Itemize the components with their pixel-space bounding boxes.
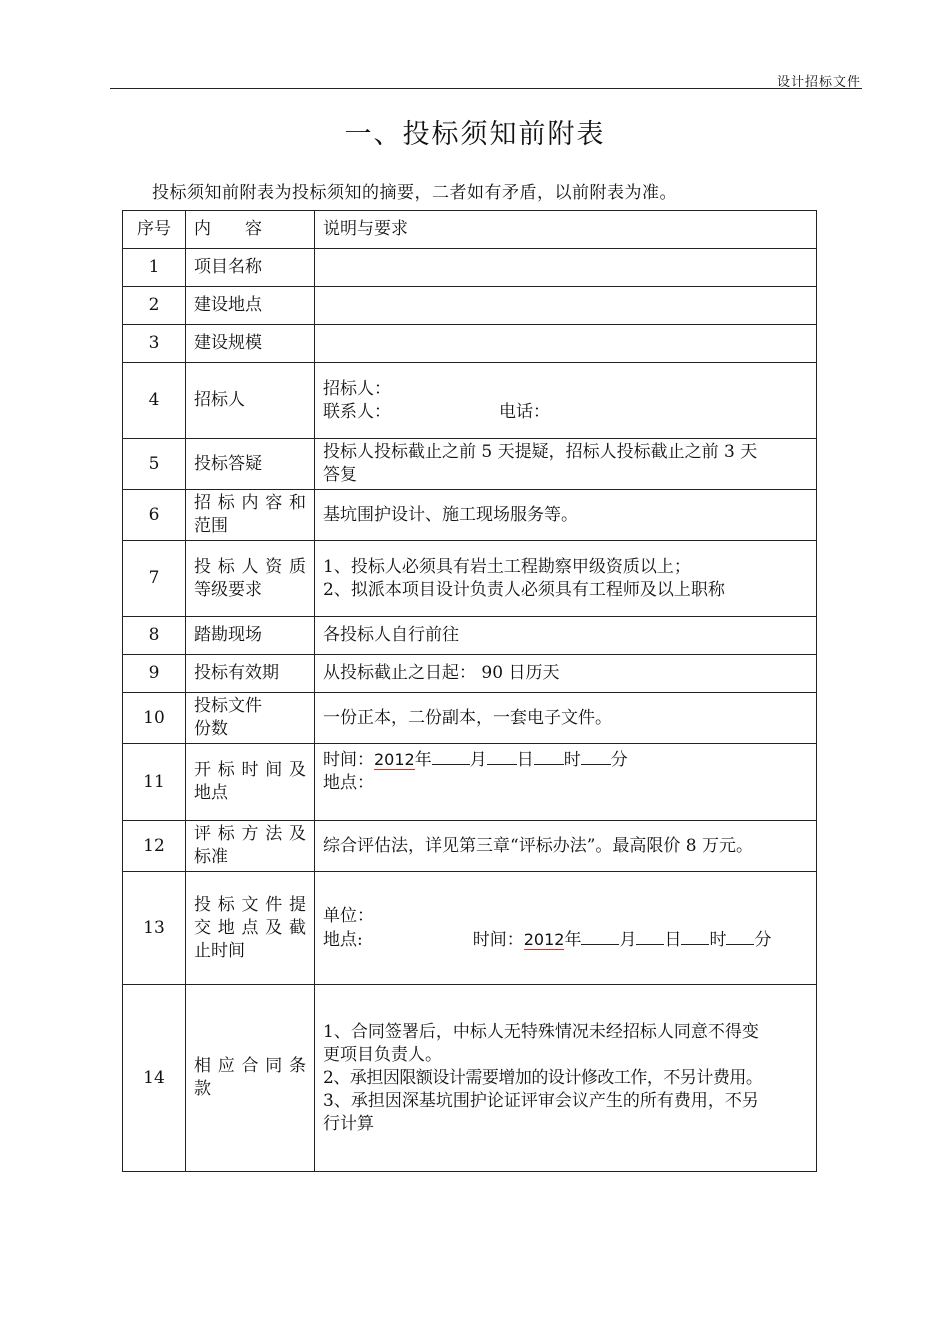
row-content: 投标有效期 [186, 655, 315, 693]
content-line: 款 [194, 1079, 211, 1099]
minute-blank [726, 928, 754, 945]
table-row [123, 617, 817, 655]
intro-paragraph: 投标须知前附表为投标须知的摘要，二者如有矛盾，以前附表为准。 [152, 183, 677, 203]
row-desc [315, 541, 817, 617]
row-desc: 一份正本，二份副本，一套电子文件。 [315, 693, 817, 744]
page-title: 一、投标须知前附表 [344, 119, 606, 150]
open-time-line: 时间：2012年 月 日 时 分 [323, 750, 628, 770]
row-content: 建设规模 [186, 325, 315, 363]
row-no: 4 [123, 363, 186, 439]
content-line: 范围 [194, 516, 228, 536]
content-line: 评标方法及 [194, 824, 306, 844]
row-content: 招标人 [186, 363, 315, 439]
row-content [186, 821, 315, 872]
table-row [123, 490, 817, 541]
hour-blank [534, 748, 564, 765]
contact-line [323, 401, 808, 424]
day-blank [636, 928, 664, 945]
desc-line: 1、投标人必须具有岩土工程勘察甲级资质以上； [323, 556, 691, 577]
row-desc [315, 744, 817, 821]
month-blank [432, 748, 470, 765]
table-row [123, 249, 817, 287]
row-content [186, 985, 315, 1172]
content-line: 份数 [194, 719, 228, 739]
row-no: 3 [123, 325, 186, 363]
table-header-row [123, 211, 817, 249]
day-blank [487, 748, 517, 765]
row-desc [315, 872, 817, 985]
content-line: 交地点及截 [194, 917, 306, 938]
row-content: 踏勘现场 [186, 617, 315, 655]
table-row [123, 693, 817, 744]
content-line: 相应合同条 [194, 1056, 306, 1076]
unit-line: 单位： [323, 905, 374, 926]
table-row [123, 363, 817, 439]
row-content [186, 872, 315, 985]
row-content: 项目名称 [186, 249, 315, 287]
content-line: 止时间 [194, 940, 245, 961]
row-desc [315, 985, 817, 1172]
row-no: 14 [123, 985, 186, 1172]
table-row [123, 744, 817, 821]
clause-line: 1、合同签署后，中标人无特殊情况未经招标人同意不得变 [323, 1021, 759, 1042]
table-row [123, 287, 817, 325]
row-no: 8 [123, 617, 186, 655]
row-content [186, 693, 315, 744]
row-desc: 基坑围护设计、施工现场服务等。 [315, 490, 817, 541]
content-line: 投标文件提 [194, 894, 306, 915]
header-no: 序号 [123, 211, 186, 249]
row-no: 5 [123, 439, 186, 490]
row-no: 11 [123, 744, 186, 821]
row-content [186, 490, 315, 541]
table-row [123, 325, 817, 363]
row-no: 9 [123, 655, 186, 693]
row-content: 建设地点 [186, 287, 315, 325]
row-desc [315, 287, 817, 325]
content-line: 等级要求 [194, 579, 262, 600]
row-no: 1 [123, 249, 186, 287]
document-header-label: 设计招标文件 [776, 75, 861, 90]
header-desc: 说明与要求 [315, 211, 817, 249]
header-divider [110, 88, 862, 89]
row-no: 13 [123, 872, 186, 985]
desc-line: 投标人投标截止之前 5 天提疑，招标人投标截止之前 3 天 [323, 442, 758, 462]
content-line: 开标时间及 [194, 760, 306, 780]
content-line: 招标内容和 [194, 493, 306, 513]
year-value: 2012 [374, 750, 415, 769]
clause-line: 3、承担因深基坑围护论证评审会议产生的所有费用，不另 [323, 1090, 759, 1111]
row-no: 2 [123, 287, 186, 325]
row-desc [315, 363, 817, 439]
row-no: 6 [123, 490, 186, 541]
minute-blank [581, 748, 611, 765]
row-content [186, 744, 315, 821]
table-row [123, 872, 817, 985]
desc-line: 2、拟派本项目设计负责人必须具有工程师及以上职称 [323, 579, 725, 600]
month-blank [581, 928, 619, 945]
table-row [123, 655, 817, 693]
row-desc [315, 325, 817, 363]
hour-blank [681, 928, 709, 945]
row-no: 10 [123, 693, 186, 744]
clause-line: 2、承担因限额设计需要增加的设计修改工作，不另计费用。 [323, 1067, 763, 1088]
row-no: 12 [123, 821, 186, 872]
content-line: 地点 [194, 783, 228, 803]
tenderer-line: 招标人： [323, 378, 391, 399]
row-content: 投标答疑 [186, 439, 315, 490]
clause-line: 行计算 [323, 1113, 374, 1134]
content-line: 投标人资质 [194, 556, 306, 577]
row-desc: 各投标人自行前往 [315, 617, 817, 655]
row-desc: 从投标截止之日起： 90 日历天 [315, 655, 817, 693]
row-content [186, 541, 315, 617]
content-line: 投标文件 [194, 696, 262, 716]
table-row [123, 985, 817, 1172]
submit-line: 地点: 时间：2012年 月 日 时 分 [323, 929, 772, 950]
clause-line: 更项目负责人。 [323, 1044, 442, 1065]
desc-line: 答复 [323, 465, 357, 485]
bid-instructions-table [122, 210, 817, 1172]
content-line: 标准 [194, 847, 228, 867]
row-desc: 综合评估法，详见第三章“评标办法”。最高限价 8 万元。 [315, 821, 817, 872]
row-desc [315, 439, 817, 490]
header-content: 内 容 [186, 211, 315, 249]
table-row [123, 541, 817, 617]
open-place-line: 地点： [323, 773, 374, 793]
row-no: 7 [123, 541, 186, 617]
phone-label: 电话： [499, 401, 550, 422]
contact-label: 联系人： [323, 401, 391, 422]
table-row [123, 439, 817, 490]
table-row [123, 821, 817, 872]
row-desc [315, 249, 817, 287]
year-value: 2012 [523, 929, 565, 949]
